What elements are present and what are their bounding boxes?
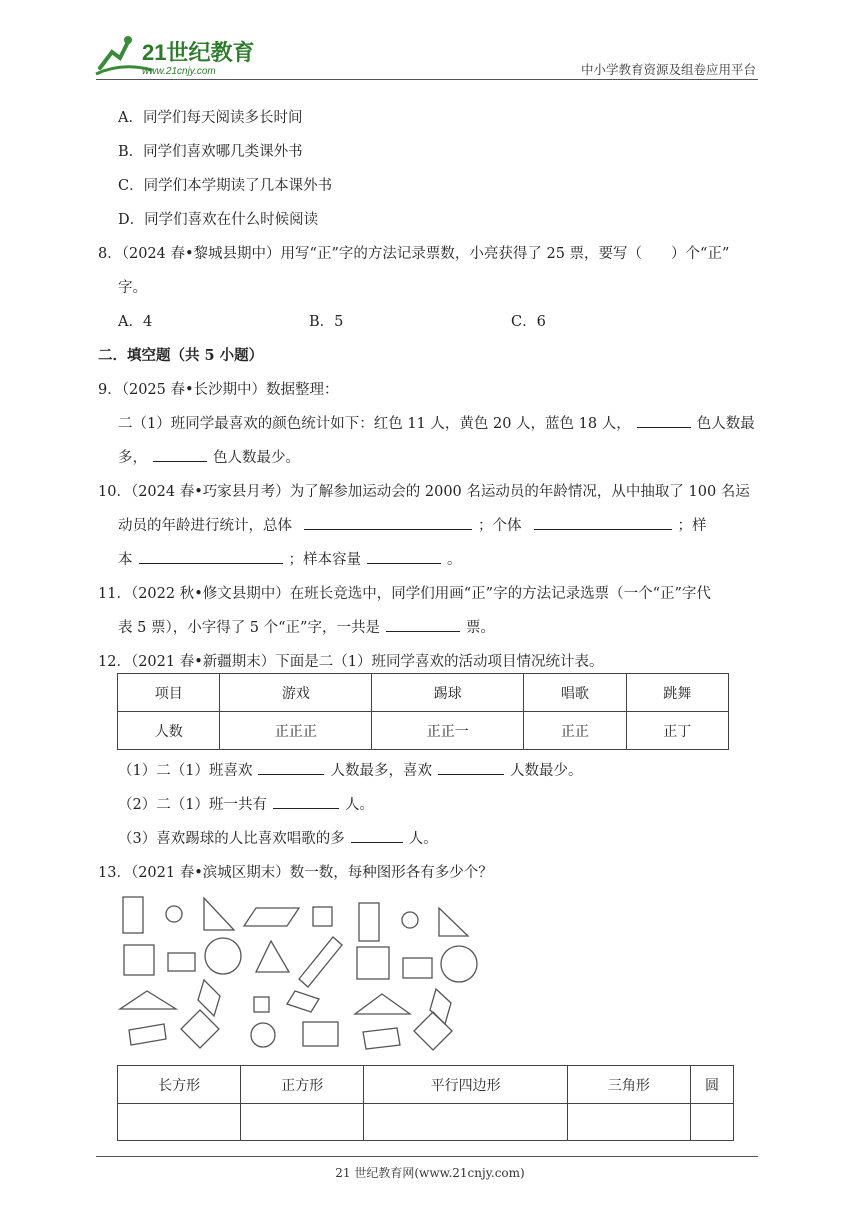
q13-answer-table: [117, 1065, 734, 1141]
q9-line2: [118, 412, 755, 433]
rectangle-shape: [363, 1028, 400, 1049]
q9-line3: [118, 446, 300, 467]
rectangle-shape: [123, 897, 143, 933]
q11-line2: [118, 616, 495, 637]
footer-divider: [96, 1156, 758, 1157]
square-shape: [357, 947, 389, 979]
logo-text: 21世纪教育: [142, 40, 255, 65]
q12-blank-diff[interactable]: [351, 828, 403, 843]
shapes-figure: [116, 888, 486, 1060]
q9-text-d: 色人数最少。: [213, 450, 300, 466]
q8-stem: 8．（2024 春•黎城县期中）用写“正”字的方法记录票数，小亮获得了 25 票，要写（ ）个“正”: [98, 246, 730, 262]
q10-text-e: ；样本容量: [288, 552, 361, 568]
q9-stem: 9．（2025 春•长沙期中）数据整理：: [98, 382, 339, 398]
q13-header-cell: 三角形: [567, 1066, 690, 1104]
q10-text-f: 。: [447, 552, 462, 568]
square-shape: [254, 997, 269, 1012]
parallelogram-shape: [244, 908, 299, 926]
rectangle-shape: [168, 953, 195, 971]
q12-sub2-text-a: （2）二（1）班一共有: [118, 797, 267, 813]
square-shape: [124, 945, 154, 975]
logo-url: www.21cnjy.com: [142, 66, 216, 77]
q13-answer-cell[interactable]: [567, 1104, 690, 1141]
q10-text-b: ；个体: [478, 518, 522, 534]
q10-blank-population[interactable]: [304, 515, 472, 530]
q12-table: [117, 673, 729, 750]
q10-blank-individual[interactable]: [534, 515, 672, 530]
square-shape: [313, 907, 332, 926]
header-divider: [96, 79, 758, 80]
q10-line3: [118, 548, 462, 569]
q11-stem: 11．（2022 秋•修文县期中）在班长竞选中，同学们用画“正”字的方法记录选票（一个“正”字代: [98, 586, 711, 602]
q12-sub1-text-b: 人数最多，喜欢: [330, 763, 432, 779]
q9-blank-1[interactable]: [637, 413, 691, 428]
q12-header-cell: 项目: [118, 674, 220, 712]
q12-blank-least[interactable]: [438, 760, 504, 775]
q10-blank-sample-size[interactable]: [367, 549, 441, 564]
rectangle-shape: [299, 937, 342, 987]
q11-text-b: 票。: [465, 620, 495, 636]
q8-option-a: A．4: [118, 314, 153, 330]
triangle-shape: [120, 991, 176, 1009]
rectangle-shape: [129, 1024, 166, 1045]
q10-line2: [118, 514, 707, 535]
q9-text-a: 二（1）班同学最喜欢的颜色统计如下：红色 11 人，黄色 20 人，蓝色 18 人，: [118, 416, 631, 432]
circle-shape: [251, 1023, 275, 1047]
q12-table-header: [118, 674, 729, 712]
rectangle-shape: [303, 1022, 338, 1046]
section-title: 二．填空题（共 5 小题）: [98, 347, 264, 364]
site-logo: [92, 30, 262, 78]
q13-answer-cell[interactable]: [118, 1104, 241, 1141]
q12-row-cell: 人数: [118, 712, 220, 750]
footer-text: 21 世纪教育网(www.21cnjy.com): [335, 1166, 525, 1180]
q12-header-cell: 跳舞: [626, 674, 728, 712]
q7-option-b: B．同学们喜欢哪几类课外书: [118, 144, 303, 160]
q12-blank-most[interactable]: [258, 760, 324, 775]
q12-row-cell: 正正一: [372, 712, 524, 750]
circle-shape: [166, 906, 182, 922]
q12-sub1-text-c: 人数最少。: [509, 763, 583, 779]
circle-shape: [402, 912, 418, 928]
q12-header-cell: 游戏: [220, 674, 372, 712]
q9-blank-2[interactable]: [153, 447, 207, 462]
q12-row-cell: 正正: [524, 712, 626, 750]
q12-row-cell: 正正正: [220, 712, 372, 750]
q8-option-c: C．6: [511, 314, 546, 330]
q7-option-c: C．同学们本学期读了几本课外书: [118, 178, 333, 194]
q13-stem: 13．（2021 春•滨城区期末）数一数，每种图形各有多少个？: [98, 865, 493, 881]
q8-option-b: B．5: [309, 314, 344, 330]
platform-name: 中小学教育资源及组卷应用平台: [580, 62, 756, 77]
q13-table-header: [118, 1066, 734, 1104]
triangle-shape: [355, 994, 410, 1014]
q10-stem: 10．（2024 春•巧家县月考）为了解参加运动会的 2000 名运动员的年龄情况，从中抽取了 100 名运: [98, 484, 750, 500]
q9-text-c: 多，: [118, 450, 147, 466]
q11-blank[interactable]: [386, 617, 460, 632]
q13-answer-cell[interactable]: [241, 1104, 364, 1141]
q12-sub3-text-a: （3）喜欢踢球的人比喜欢唱歌的多: [118, 831, 345, 847]
q12-header-cell: 踢球: [372, 674, 524, 712]
q12-row-cell: 正丁: [626, 712, 728, 750]
q10-text-c: ；样: [677, 518, 707, 534]
triangle-shape: [204, 898, 234, 930]
q13-header-cell: 平行四边形: [364, 1066, 567, 1104]
q13-header-cell: 长方形: [118, 1066, 241, 1104]
q11-text-a: 表 5 票），小字得了 5 个“正”字，一共是: [118, 620, 380, 636]
q7-option-a: A．同学们每天阅读多长时间: [118, 110, 303, 126]
triangle-shape: [256, 941, 289, 972]
triangle-shape: [439, 908, 468, 936]
q12-stem: 12．（2021 春•新疆期末）下面是二（1）班同学喜欢的活动项目情况统计表。: [98, 654, 604, 670]
q10-blank-sample[interactable]: [139, 549, 283, 564]
q12-sub2-text-b: 人。: [344, 797, 374, 813]
q7-option-d: D．同学们喜欢在什么时候阅读: [118, 212, 319, 228]
q13-header-cell: 圆: [690, 1066, 733, 1104]
q12-sub2: [118, 793, 374, 814]
q12-header-cell: 唱歌: [524, 674, 626, 712]
q8-stem-cont: 字。: [118, 280, 147, 296]
q12-blank-total[interactable]: [273, 794, 339, 809]
circle-shape: [441, 946, 477, 982]
q13-answer-cell[interactable]: [364, 1104, 567, 1141]
q10-text-d: 本: [118, 552, 133, 568]
q13-header-cell: 正方形: [241, 1066, 364, 1104]
q10-text-a: 动员的年龄进行统计，总体: [118, 518, 292, 534]
q12-table-row: [118, 712, 729, 750]
rectangle-shape: [287, 991, 319, 1012]
q9-text-b: 色人数最: [696, 416, 755, 432]
circle-shape: [205, 938, 241, 974]
q12-sub3-text-b: 人。: [408, 831, 438, 847]
q13-answer-cell[interactable]: [690, 1104, 733, 1141]
q12-sub3: [118, 827, 438, 848]
rectangle-shape: [403, 958, 432, 978]
q13-table-row: [118, 1104, 734, 1141]
q12-sub1: [118, 759, 582, 780]
rectangle-shape: [359, 903, 379, 941]
q12-sub1-text-a: （1）二（1）班喜欢: [118, 763, 253, 779]
